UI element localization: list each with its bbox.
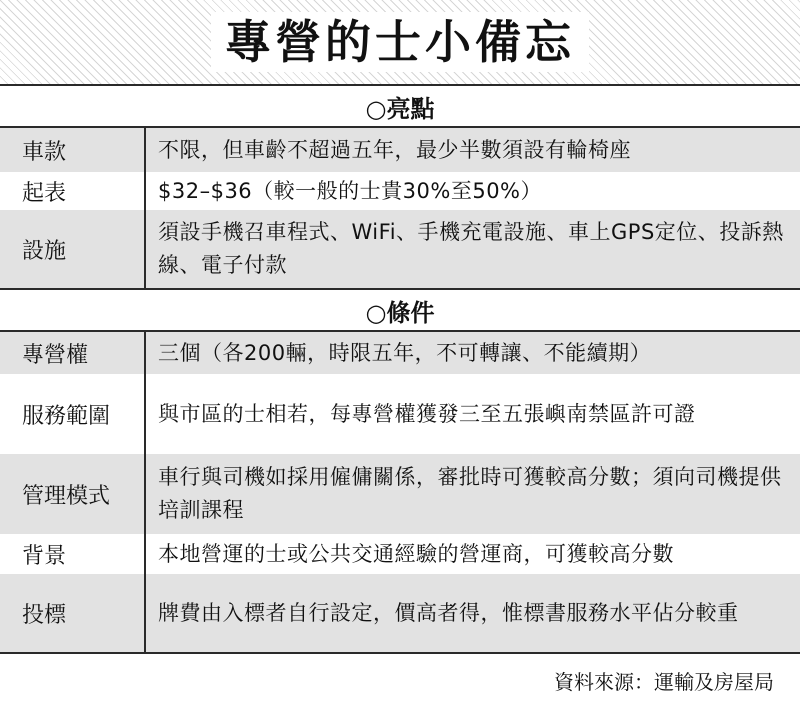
page-title: 專營的士小備忘 (211, 12, 589, 72)
row-value: 與市區的士相若，每專營權獲發三至五張嶼南禁區許可證 (158, 401, 696, 426)
row-value: 車行與司機如採用僱傭關係，審批時可獲較高分數；須向司機提供培訓課程 (158, 465, 782, 522)
row-label: 起表 (0, 172, 146, 210)
row-label: 專營權 (0, 332, 146, 374)
row-label: 車款 (0, 128, 146, 172)
row-label: 管理模式 (0, 454, 146, 534)
table-row (0, 332, 800, 374)
section-heading-conditions (0, 290, 800, 332)
section-heading-conditions-text: ○條件 (365, 298, 435, 327)
row-label: 服務範圍 (0, 374, 146, 454)
section-heading-highlights-text: ○亮點 (365, 94, 435, 123)
table-row (0, 534, 800, 574)
row-value: 三個（各200輛，時限五年，不可轉讓、不能續期） (158, 340, 652, 365)
source-credit: 資料來源：運輸及房屋局 (0, 654, 800, 706)
row-value: 不限，但車齡不超過五年，最少半數須設有輪椅座 (158, 137, 631, 162)
row-label: 設施 (0, 210, 146, 288)
table-row (0, 374, 800, 454)
row-value: 須設手機召車程式、WiFi、手機充電設施、車上GPS定位、投訴熱線、電子付款 (158, 220, 784, 277)
title-banner (0, 0, 800, 86)
row-value: 本地營運的士或公共交通經驗的營運商，可獲較高分數 (158, 541, 674, 566)
table-row (0, 172, 800, 210)
row-label: 投標 (0, 574, 146, 652)
section-heading-highlights (0, 86, 800, 128)
table-row (0, 128, 800, 172)
table-row (0, 210, 800, 290)
row-value: $32–$36（較一般的士貴30%至50%） (158, 178, 543, 203)
table-row (0, 454, 800, 534)
row-label: 背景 (0, 534, 146, 574)
table-row (0, 574, 800, 654)
row-value: 牌費由入標者自行設定，價高者得，惟標書服務水平佔分較重 (158, 600, 739, 625)
